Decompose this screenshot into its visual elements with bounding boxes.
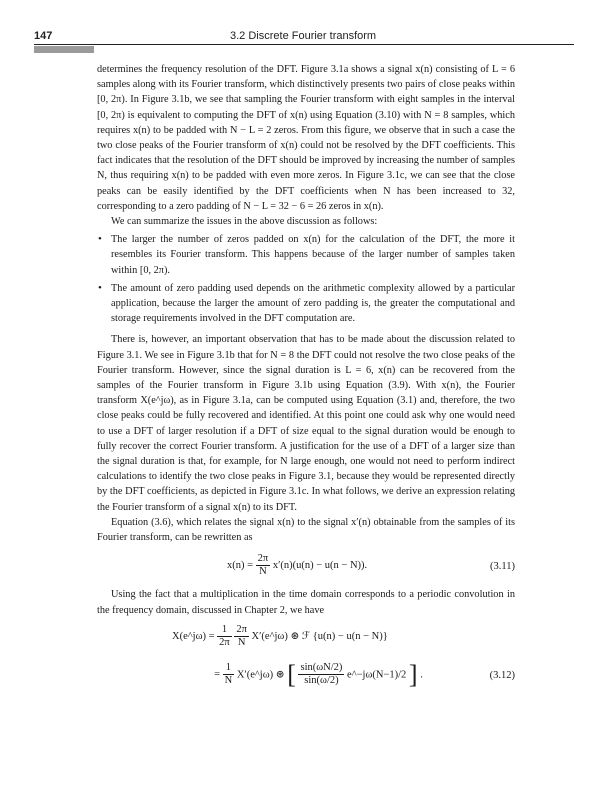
equation-number: (3.12) — [489, 669, 515, 681]
equation-number: (3.11) — [490, 561, 515, 573]
bullet-item-2 — [97, 281, 515, 327]
paragraph-1: determines the frequency resolution of the DFT. Figure 3.1a shows a signal x(n) consisting of L = 6 samples along with its Fourier transform, which distinctively presents two pairs of close peaks within [0, 2π). In Figure 3.1b, we see that sampling the Fourier transform with eight samples in the interval [0, 2π) is equivalent to computing the DFT of x(n) using Equation (3.10) with N = 8 samples, which requires x(n) to be padded with N − L = 2 zeros. From this figure, we observe that in such a case the two close peaks of the Fourier transform of x(n) could not be resolved by the DFT coefficients. This fact indicates that the resolution of the DFT should be improved by increasing the number of samples N, thus requiring x(n) to be padded with even more zeros. In Figure 3.1c, we can see that the close peaks can be easily identified by the DFT coefficients when N has been increased to 32, corresponding to a zero padding of N − L = 32 − 6 = 26 zeros in x(n). — [97, 64, 515, 212]
paragraph-3: There is, however, an important observation that has to be made about the discussion related to Figure 3.1. We see in Figure 3.1b that for N = 8 the DFT could not resolve the two close peaks of the Fourier transform. However, since the signal duration is L = 6, x(n) can be recovered from the samples of the Fourier transform in Figure 3.1b using Equation (3.9). With x(n), the Fourier transform X(e^jω), as in Figure 3.1a, can be computed using Equation (3.1) and, therefore, the two close peaks could be fully recovered and identified. At this point one could ask why one would need to use a DFT of larger resolution if a DFT of size equal to the signal duration would be enough to fully recover the correct Fourier transform. A justification for the use of a DFT of a larger size than the signal duration is that, for example, for N large enough, one would not need to perform indirect calculations to identify the two close peaks in Figure 3.1, because they would be represented directly by the DFT coefficients, as depicted in Figure 3.1c. In what follows, we derive an expression relating the Fourier transform of a signal x(n) to its DFT. — [97, 334, 515, 513]
header-marker-bar — [34, 46, 94, 53]
bullet-list — [97, 232, 515, 326]
bullet-icon: • — [98, 281, 102, 294]
paragraph-2: We can summarize the issues in the above discussion as follows: — [111, 216, 378, 228]
eq312-line-2: = $\frac{1}{N}$ X′(e^jω) ⊛ [ $\frac{\sin(\omega N/2)}{\sin(\omega/2)}$ e^−jω(N−1)/2 ] . — [214, 659, 423, 689]
left-bracket-icon: [ — [287, 659, 296, 689]
page-number: 147 — [34, 30, 53, 42]
bullet-text: The amount of zero padding used depends on the arithmetic complexity allowed by a particular application, because the larger the amount of zero padding is, the greater the computational and storage requirements involved in the DFT computation are. — [111, 282, 515, 325]
paragraph-4: Equation (3.6), which relates the signal x(n) to the signal x′(n) obtainable from the samples of its Fourier transform, can be rewritten as — [97, 516, 515, 544]
eq311-lhs: x(n) = — [227, 560, 254, 572]
page-body — [97, 62, 515, 700]
header-rule — [34, 44, 574, 45]
page-header — [0, 0, 608, 44]
equation-3-12 — [97, 624, 515, 700]
equation-3-11 — [97, 551, 515, 579]
bullet-item-1 — [97, 232, 515, 278]
running-head: 3.2 Discrete Fourier transform — [230, 30, 377, 42]
bullet-icon: • — [98, 233, 102, 246]
eq312-line-1: X(e^jω) = $\frac{1}{2\pi}$ $\frac{2\pi}{N}$ X′(e^jω) ⊛ ℱ {u(n) − u(n − N)} — [172, 623, 388, 648]
eq311-fraction: $\frac{2\pi}{N}$ — [257, 553, 269, 578]
paragraph-5: Using the fact that a multiplication in the time domain corresponds to a periodic convolution in the frequency domain, discussed in Chapter 2, we have — [97, 589, 515, 616]
bullet-text: The larger the number of zeros padded on x(n) for the calculation of the DFT, the more it resembles its Fourier transform. This happens because of the larger number of samples taken within [0, 2π). — [111, 234, 515, 276]
eq311-rhs: x′(n)(u(n) − u(n − N)). — [272, 560, 368, 572]
right-bracket-icon: ] — [408, 659, 418, 689]
